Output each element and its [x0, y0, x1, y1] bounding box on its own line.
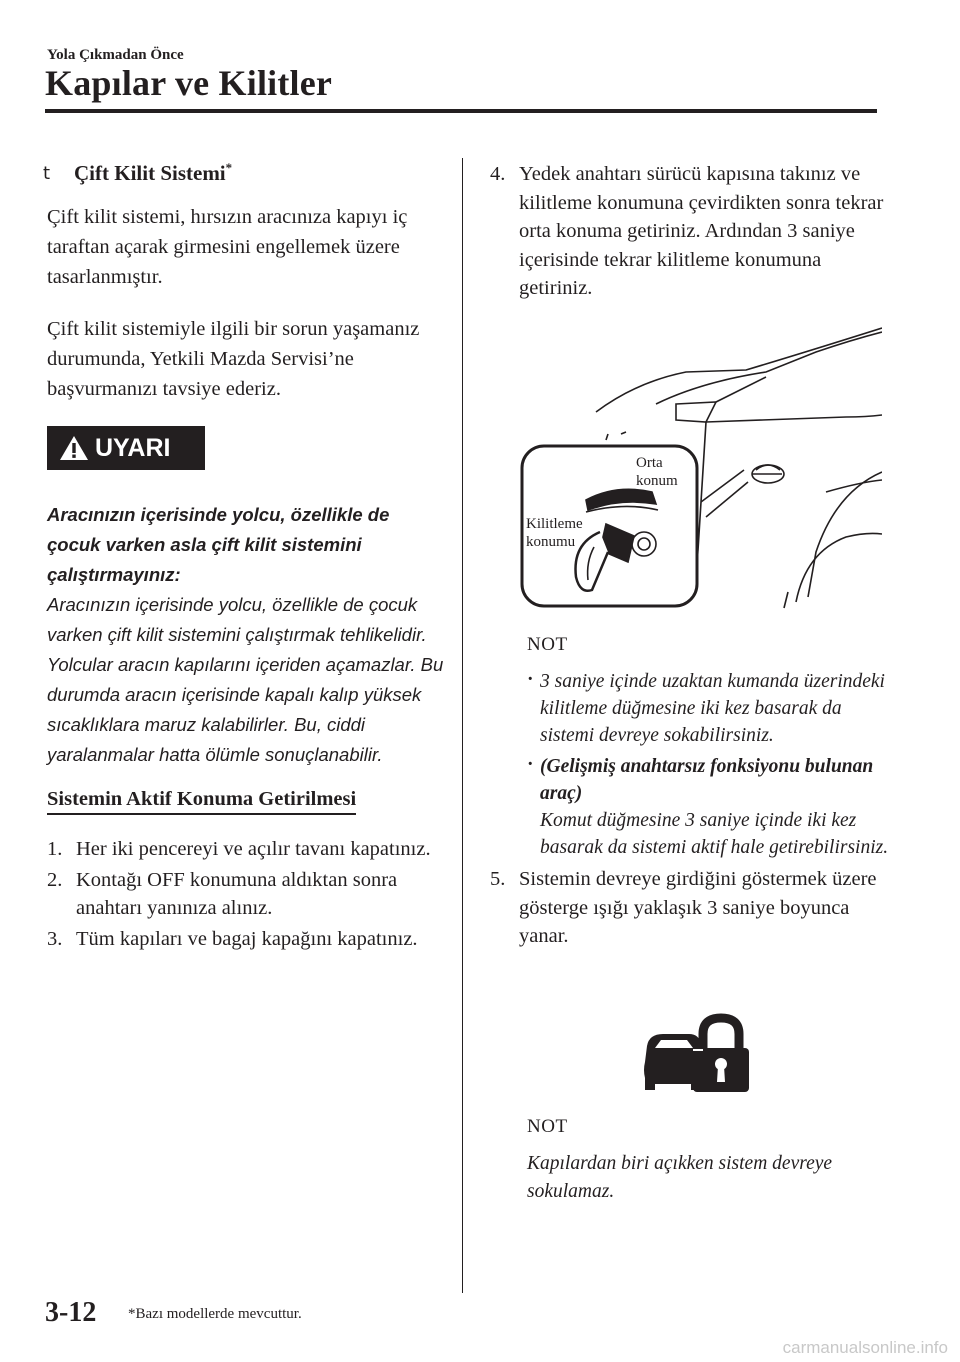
section-label: Yola Çıkmadan Önce [47, 47, 184, 63]
note-block-1 [527, 634, 890, 861]
door-key-illustration [516, 322, 882, 612]
step-item: 4. Yedek anahtarı sürücü kapısına takınız ve kilitleme konumuna çevirdikten sonra tekrar orta konuma getiriniz. Ardından 3 saniye içerisinde tekrar kilitleme konumuna getiriniz. [490, 163, 884, 299]
lock-position-label-2: konumu [526, 534, 576, 550]
note-list [527, 668, 890, 861]
right-column [490, 160, 890, 305]
steps-list-right-2 [490, 865, 890, 951]
warning-badge [47, 426, 205, 470]
lock-position-label-1: Kilitleme [526, 516, 583, 532]
center-position-label-2: konum [636, 473, 678, 489]
step-item: 5. Sistemin devreye girdiğini göstermek üzere gösterge ışığı yaklaşık 3 saniye boyunca yanar. [490, 868, 877, 947]
column-divider [462, 158, 463, 1293]
page-number: 3-12 [45, 1297, 97, 1328]
warning-label: UYARI [95, 433, 171, 462]
title-rule [45, 109, 877, 113]
watermark: carmanualsonline.info [782, 1338, 948, 1357]
heading-marker: t [43, 163, 51, 184]
step-item: 3. Tüm kapıları ve bagaj kapağını kapatınız. [47, 927, 418, 950]
note-title: NOT [527, 634, 568, 655]
warning-text: Aracınızın içerisinde yolcu, özellikle de çocuk varken çift kilit sistemini çalıştırmak tehlikelidir. Yolcular aracın kapılarını içeriden açamazlar. Bu durumda aracın içerisinde kapalı kalıp yüksek sıcaklıklara maruz kalabilirler. Bu, ciddi yaralanmalar hatta ölümle sonuçlanabilir. [47, 594, 444, 765]
double-lock-indicator-icon [641, 1012, 751, 1094]
note-item: · (Gelişmiş anahtarsız fonksiyonu bulunan araç) Komut düğmesine 3 saniye içinde iki kez basarak da sistemi aktif hale getirebilirsiniz. [527, 753, 890, 861]
left-column [43, 160, 445, 955]
heading-asterisk: * [225, 160, 233, 175]
warning-heading: Aracınızın içerisinde yolcu, özellikle de çocuk varken asla çift kilit sistemini çalıştırmayınız: [47, 504, 390, 585]
note-text: Kapılardan biri açıkken sistem devreye sokulamaz. [527, 1153, 833, 1202]
note-item: · 3 saniye içinde uzaktan kumanda üzerindeki kilitleme düğmesine iki kez basarak da sistemi devreye sokabilirsiniz. [527, 668, 890, 749]
right-column-lower [490, 628, 890, 953]
step-item: 1. Her iki pencereyi ve açılır tavanı kapatınız. [47, 838, 431, 860]
center-position-label-1: Orta [636, 455, 663, 471]
subsection-heading: Sistemin Aktif Konuma Getirilmesi [47, 788, 356, 815]
steps-list-right [490, 160, 890, 303]
note-title: NOT [527, 1116, 568, 1137]
service-paragraph: Çift kilit sistemiyle ilgili bir sorun yaşamanız durumunda, Yetkili Mazda Servisi’ne başvurmanızı tavsiye ederiz. [47, 318, 420, 400]
note-block-2 [527, 1116, 897, 1206]
footnote: *Bazı modellerde mevcuttur. [128, 1306, 302, 1322]
warning-triangle-icon [59, 435, 89, 461]
step-item: 2. Kontağı OFF konumuna aldıktan sonra anahtarı yanınıza alınız. [47, 868, 398, 919]
intro-paragraph: Çift kilit sistemi, hırsızın aracınıza kapıyı iç taraftan açarak girmesini engellemek üzere tasarlanmıştır. [47, 206, 408, 288]
steps-list [47, 835, 445, 953]
heading-text: Çift Kilit Sistemi [74, 161, 226, 185]
section-heading [43, 160, 445, 186]
page-title: Kapılar ve Kilitler [45, 63, 333, 103]
